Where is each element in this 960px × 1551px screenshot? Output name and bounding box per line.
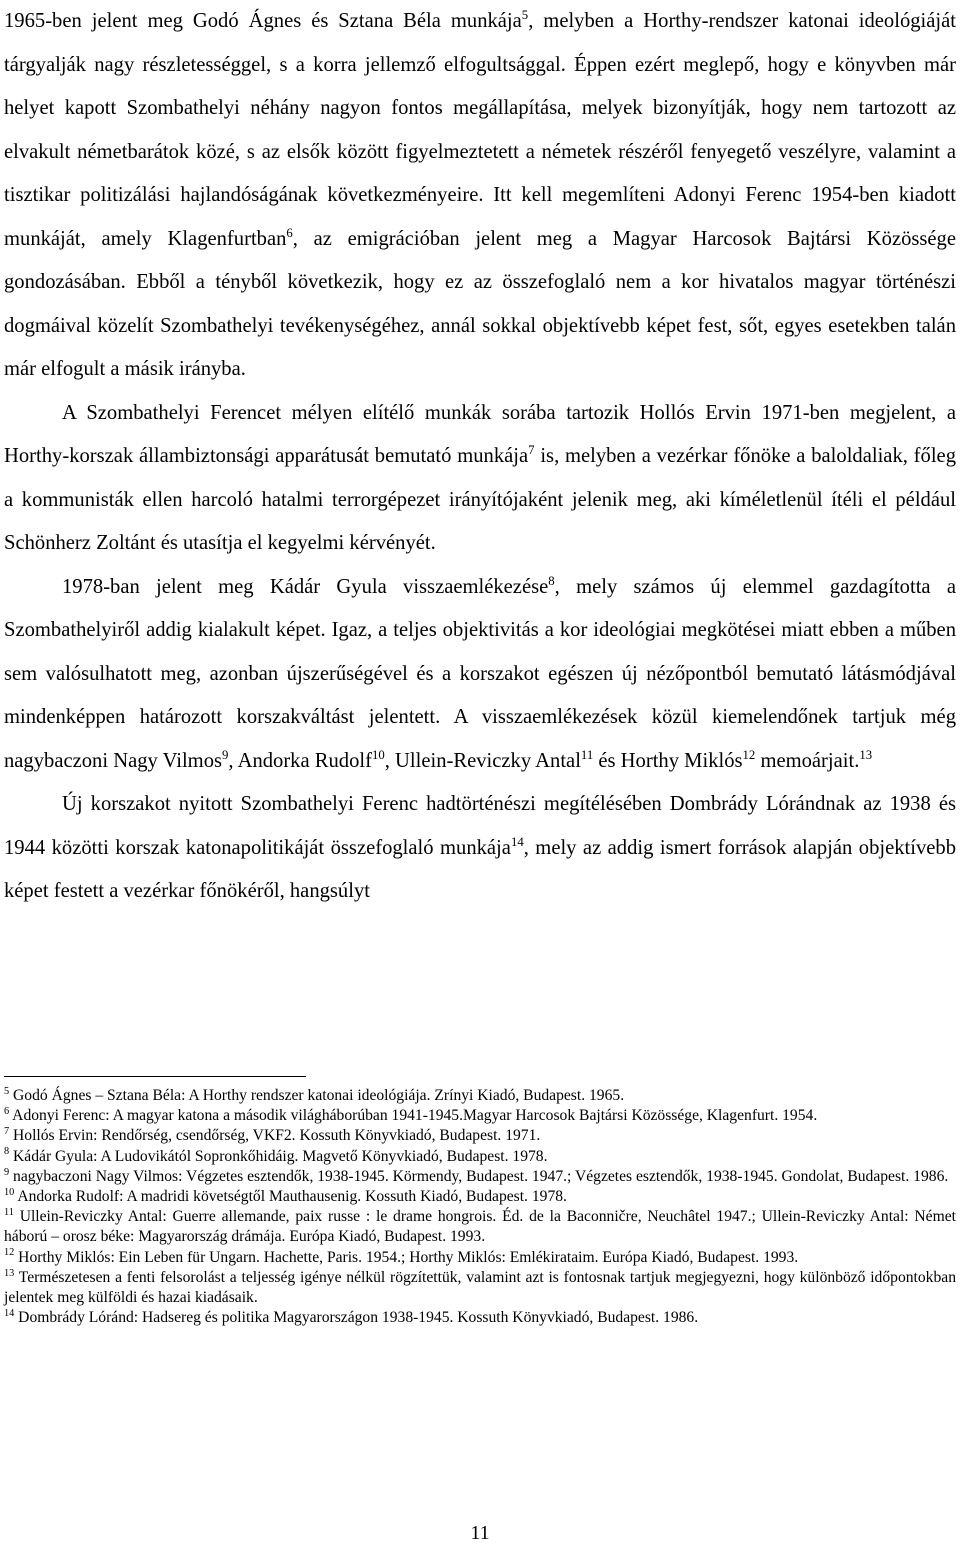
footnote-reference: 13: [859, 747, 873, 762]
footnote-reference: 7: [528, 443, 535, 458]
footnote: [4, 1126, 956, 1146]
footnote-reference: 12: [742, 747, 756, 762]
footnote-reference: 6: [286, 225, 293, 240]
footnote: [4, 1147, 956, 1167]
footnote-text: Horthy Miklós: Ein Leben für Ungarn. Hachette, Paris. 1954.; Horthy Miklós: Emlékirataim. Európa Kiadó, Budapest. 1993.: [14, 1248, 799, 1266]
footnote-reference: 5: [521, 8, 529, 23]
page-number: 11: [470, 1522, 490, 1544]
footnote-text: Hollós Ervin: Rendőrség, csendőrség, VKF2. Kossuth Könyvkiadó, Budapest. 1971.: [9, 1127, 541, 1145]
footnote-number: 6: [4, 1106, 10, 1118]
paragraph-text: is, melyben a vezérkar főnöke a baloldaliak, főleg a kommunisták ellen harcoló hatalmi terrorgépezet irányítójaként jelenik meg, aki kíméletlenül ítéli el például Schönherz Zoltánt és utasítja el kegyelmi kérvényét.: [4, 445, 956, 554]
paragraph-text: , Ullein-Reviczky Antal: [384, 749, 581, 772]
paragraph-text: A Szombathelyi Ferencet mélyen elítélő munkák sorába tartozik Hollós Ervin 1971-ben megjelent, a Horthy-korszak állambiztonsági apparátusát bemutató munkája: [4, 401, 956, 467]
footnote-number: 9: [4, 1166, 10, 1178]
footnote-reference: 14: [510, 834, 524, 849]
footnote-text: Dombrády Lóránd: Hadsereg és politika Magyarországon 1938-1945. Kossuth Könyvkiadó, Budapest. 1986.: [14, 1309, 699, 1327]
footnote-reference: 9: [222, 747, 229, 762]
footnote-reference: 11: [580, 747, 594, 762]
footnotes: [4, 1086, 956, 1328]
footnote-separator: [4, 1076, 306, 1077]
paragraph: [4, 0, 956, 392]
footnote-text: nagybaczoni Nagy Vilmos: Végzetes esztendők, 1938-1945. Körmendy, Budapest. 1947.; Végzetes esztendők, 1938-1945. Gondolat, Budapest. 1986.: [9, 1167, 949, 1185]
footnote: [4, 1248, 956, 1268]
paragraph: [4, 783, 956, 914]
footnote-number: 7: [4, 1126, 10, 1138]
paragraph-text: Új korszakot nyitott Szombathelyi Ferenc hadtörténészi megítélésében Dombrády Lórándnak az 1938 és 1944 közötti korszak katonapolitikáját összefoglaló munkája: [4, 793, 956, 859]
paragraph-text: 1965-ben jelent meg Godó Ágnes és Sztana Béla munkája: [4, 10, 522, 32]
paragraph-text: memoárjait.: [755, 749, 860, 772]
footnote-text: Godó Ágnes – Sztana Béla: A Horthy rendszer katonai ideológiája. Zrínyi Kiadó, Budapest. 1965.: [9, 1087, 625, 1104]
footnote-text: Adonyi Ferenc: A magyar katona a második világháborúban 1941-1945.Magyar Harcosok Bajtársi Közössége, Klagenfurt. 1954.: [9, 1107, 818, 1125]
paragraph: [4, 566, 956, 784]
footnote-number: 8: [4, 1146, 10, 1158]
footnote-reference: 10: [371, 747, 385, 762]
footnote: [4, 1308, 956, 1328]
paragraph-text: , mely számos új elemmel gazdagította a Szombathelyiről addig kialakult képet. Igaz, a teljes objektivitás a kor ideológiai megkötései miatt ebben a műben sem valósulhatott meg, azonban újszerűségével és a korszakot egészen új nézőpontból bemutató látásmódjával mindenképpen határozott korszakváltást jelentett. A visszaemlékezések közül kiemelendőnek tartjuk még nagybaczoni Nagy Vilmos: [4, 575, 956, 772]
footnote: [4, 1268, 956, 1308]
paragraph-text: , az emigrációban jelent meg a Magyar Harcosok Bajtársi Közössége gondozásában. Ebből a tényből következik, hogy ez az összefoglaló nem a kor hivatalos magyar történészi dogmáival közelít Szombathelyi tevékenységéhez, annál sokkal objektívebb képet fest, sőt, egyes esetekben talán már elfogult a másik irányba.: [4, 227, 956, 380]
footnote-number: 13: [4, 1267, 15, 1279]
footnote-text: Kádár Gyula: A Ludovikától Sopronkőhidáig. Magvető Könyvkiadó, Budapest. 1978.: [9, 1147, 548, 1165]
footnote-number: 11: [4, 1207, 14, 1219]
footnote-text: Ullein-Reviczky Antal: Guerre allemande, paix russe : le drame hongrois. Éd. de la Baconničre, Neuchâtel 1947.; Ullein-Reviczky Antal: Német háború – orosz béke: Magyarország drámája. Európa Kiadó, Budapest. 1993.: [4, 1208, 956, 1246]
footnote: [4, 1106, 956, 1126]
body-text: [4, 0, 956, 914]
footnote-reference: 8: [548, 573, 555, 588]
footnote: [4, 1187, 956, 1207]
paragraph-text: és Horthy Miklós: [593, 749, 743, 772]
footnote: [4, 1207, 956, 1247]
footnote-text: Andorka Rudolf: A madridi követségtől Mauthausenig. Kossuth Kiadó, Budapest. 1978.: [14, 1188, 567, 1206]
footnote: [4, 1086, 956, 1106]
footnote-number: 5: [4, 1085, 10, 1097]
footnote-number: 14: [4, 1308, 15, 1320]
footnote-number: 10: [4, 1186, 15, 1198]
footnote-number: 12: [4, 1247, 15, 1259]
footnote: [4, 1167, 956, 1187]
paragraph-text: 1978-ban jelent meg Kádár Gyula visszaemlékezése: [62, 575, 549, 598]
paragraph-text: , Andorka Rudolf: [228, 749, 372, 772]
paragraph: [4, 392, 956, 566]
paragraph-text: , melyben a Horthy-rendszer katonai ideológiáját tárgyalják nagy részletességgel, s a korra jellemző elfogultsággal. Éppen ezért meglepő, hogy e könyvben már helyet kapott Szombathelyi néhány nagyon fontos megállapítása, melyek bizonyítják, hogy nem tartozott az elvakult németbarátok közé, s az elsők között figyelmeztetett a németek részéről fenyegető veszélyre, valamint a tisztikar politizálási hajlandóságának következményeire. Itt kell megemlíteni Adonyi Ferenc 1954-ben kiadott munkáját, amely Klagenfurtban: [4, 10, 956, 250]
footnote-text: Természetesen a fenti felsorolást a teljesség igénye nélkül rögzítettük, valamint azt is fontosnak tartjuk megjegyezni, hogy különböző időpontokban jelentek meg külföldi és hazai kiadásaik.: [4, 1268, 956, 1307]
paragraph-text: , mely az addig ismert források alapján objektívebb képet festett a vezérkar főnökéről, hangsúlyt: [4, 836, 956, 902]
